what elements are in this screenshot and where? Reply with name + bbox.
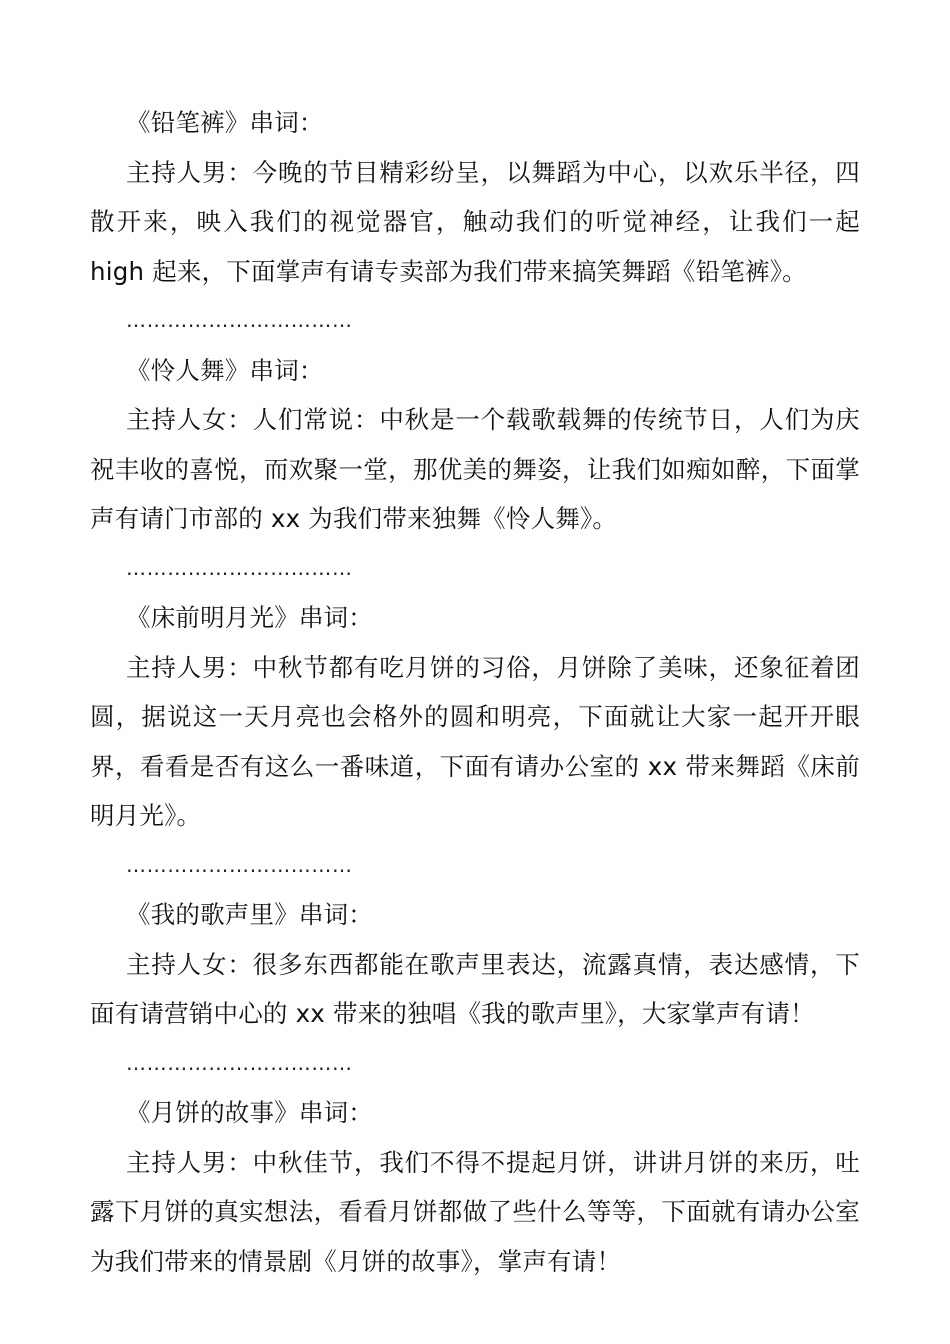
- host-script-paragraph: 主持人男：中秋节都有吃月饼的习俗，月饼除了美味，还象征着团圆，据说这一天月亮也会格外的圆和明亮，下面就让大家一起开开眼界，看看是否有这么一番味道，下面有请办公室的 xx 带来舞蹈《床前明月光》。: [90, 652, 860, 830]
- document-page: [90, 98, 860, 1286]
- separator-dots: ……………………………: [126, 555, 353, 580]
- section-title: 《床前明月光》串词：: [126, 603, 373, 632]
- host-script-paragraph: 主持人男：中秋佳节，我们不得不提起月饼，讲讲月饼的来历，吐露下月饼的真实想法，看看月饼都做了些什么等等，下面就有请办公室为我们带来的情景剧《月饼的故事》，掌声有请！: [90, 1147, 860, 1276]
- host-script-paragraph: 主持人女：很多东西都能在歌声里表达，流露真情，表达感情，下面有请营销中心的 xx 带来的独唱《我的歌声里》，大家掌声有请！: [90, 949, 860, 1028]
- section-title: 《铅笔裤》串词：: [126, 108, 324, 137]
- section-title: 《怜人舞》串词：: [126, 355, 324, 385]
- separator-dots: ……………………………: [126, 852, 353, 877]
- separator-dots: ……………………………: [126, 308, 353, 332]
- separator-dots: ……………………………: [126, 1050, 353, 1075]
- section-title: 《月饼的故事》串词：: [126, 1098, 373, 1127]
- host-script-paragraph: 主持人女：人们常说：中秋是一个载歌载舞的传统节日，人们为庆祝丰收的喜悦，而欢聚一堂，那优美的舞姿，让我们如痴如醉，下面掌声有请门市部的 xx 为我们带来独舞《怜人舞》。: [90, 405, 860, 533]
- host-script-paragraph: 主持人男：今晚的节目精彩纷呈，以舞蹈为中心，以欢乐半径，四散开来，映入我们的视觉器官，触动我们的听觉神经，让我们一起 high 起来，下面掌声有请专卖部为我们带来搞笑舞蹈《铅笔裤》。: [90, 157, 860, 286]
- section-title: 《我的歌声里》串词：: [126, 900, 373, 929]
